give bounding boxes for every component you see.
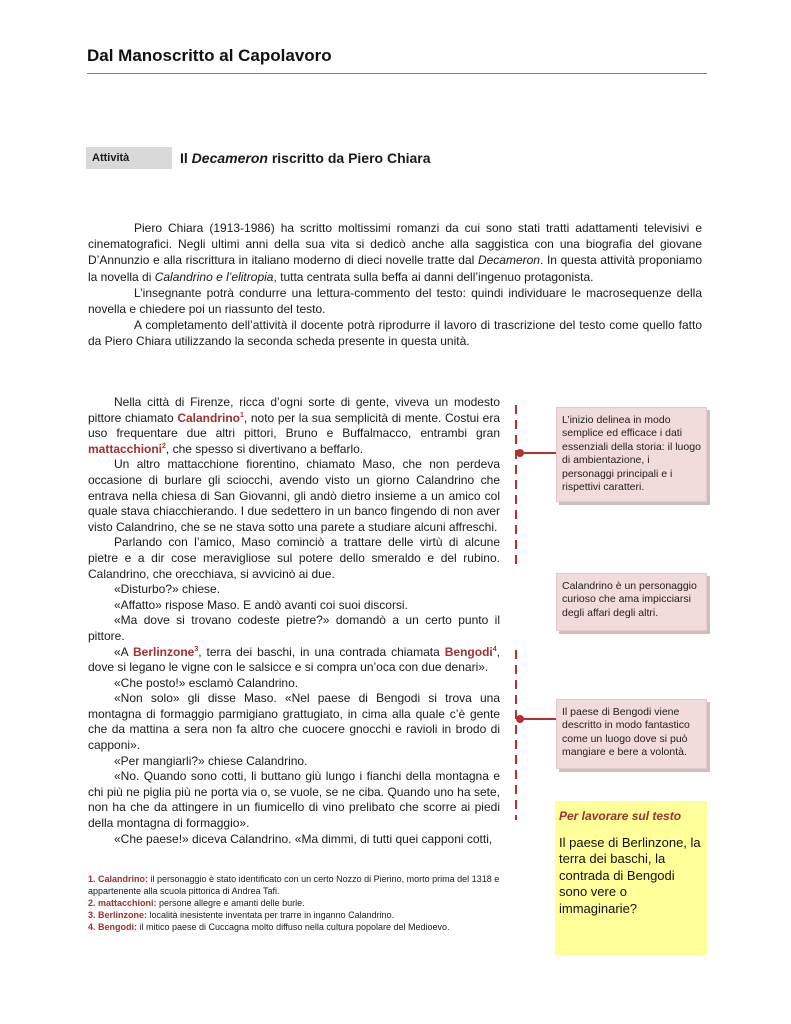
story-highlight-berlinzone: Berlinzone [132, 644, 195, 659]
story-paragraph: «Non solo» gli disse Maso. «Nel paese di Bengodi si trova una montagna di formaggio parmigiano grattugiato, in cima alla quale c’è gente che da mattina a sera non fa altro che cuocere gnocchi e ravioli in brodo di capponi». [88, 691, 500, 753]
story-paragraph [88, 645, 500, 676]
story-paragraph: «Che posto!» esclamò Calandrino. [114, 675, 299, 690]
footnote-item [88, 897, 508, 909]
margin-note-1: L’inizio delinea in modo semplice ed efficace i dati essenziali della storia: il luogo di ambientazione, i personaggi principali e i rispettivi caratteri. [556, 407, 707, 502]
margin-note-2: Calandrino è un personaggio curioso che ama impicciarsi degli affari degli altri. [556, 573, 707, 631]
footnote-text: il personaggio è stato identificato con un certo Nozzo di Pierino, morto prima del 1318 e appartenente alla scuola pittorica di Andrea Tafi. [88, 874, 500, 896]
footnote-ref-2: 2 [162, 442, 166, 450]
activity-title-prefix: Il [180, 150, 192, 166]
activity-title-suffix: riscritto da Piero Chiara [267, 150, 431, 166]
activity-tag: Attività [86, 147, 172, 169]
task-body: Il paese di Berlinzone, la terra dei baschi, la contrada di Bengodi sono vere o immaginarie? [559, 835, 701, 916]
story-paragraph: «No. Quando sono cotti, li buttano giù lungo i fianchi della montagna e chi più ne piglia più ne porta via o, se vuole, se ne ciba. Quando uno ha sete, non ha che da attingere in un fiumicello di vino prelibato che scorre ai piedi della montagna di formaggio». [88, 769, 500, 831]
intro-p1-a: Piero Chiara (1913-1986) ha scritto moltissimi romanzi da cui sono stati tratti adattamenti televisivi e cinematografici. Negli ultimi anni della sua vita si dedicò anche alla saggistica con una biografia del giovane D’Annunzio e alla riscrittura in italiano moderno di dieci novelle tratte dal [88, 221, 702, 268]
sequence-connector-1 [520, 452, 557, 454]
intro-paragraph-2 [88, 285, 702, 317]
intro-text [88, 220, 702, 350]
footnote-item [88, 873, 508, 897]
intro-p1-b: . In questa attività proponiamo la novella di [88, 253, 702, 284]
footnote-text: persone allegre e amanti delle burle. [156, 898, 305, 908]
intro-p1-italic-1: Decameron [477, 253, 540, 268]
story-paragraph [88, 395, 500, 457]
intro-p3: A completamento dell’attività il docente potrà riprodurre il lavoro di trascrizione del testo come quello fatto da Piero Chiara utilizzando la seconda scheda presente in questa unità. [88, 318, 702, 349]
activity-title [180, 150, 431, 166]
story-paragraph: Parlando con l’amico, Maso cominciò a trattare delle virtù di alcune pietre e a dir cose meravigliose sul potere dello smeraldo e del rubino. Calandrino, che orecchiava, si avvicinò ai due. [88, 535, 500, 581]
footnote-item [88, 921, 508, 933]
sequence-connector-2 [520, 718, 557, 720]
story-paragraph: «Che paese!» diceva Calandrino. «Ma dimmi, di tutti quei capponi cotti, [114, 831, 493, 846]
task-title: Per lavorare sul testo [559, 809, 682, 823]
footnote-label: 1. Calandrino: [88, 874, 149, 884]
story-p1-a: Nella città di Firenze, ricca d’ogni sorte di gente, viveva un modesto pittore chiamato [88, 395, 500, 425]
footnote-ref-4: 4 [492, 645, 497, 653]
page-title: Dal Manoscritto al Capolavoro [87, 46, 332, 65]
story-text [88, 395, 500, 847]
story-p1-b: , noto per la sua semplicità di mente. Costui era uso frequentare due altri pittori, Bruno e Buffalmacco, entrambi gran [88, 410, 500, 441]
footnote-ref-1: 1 [239, 411, 244, 419]
footnote-text: il mitico paese di Cuccagna molto diffuso nella cultura popolare del Medioevo. [137, 922, 450, 932]
margin-note-3: Il paese di Bengodi viene descritto in modo fantastico come un luogo dove si può mangiare e bere a volontà. [556, 699, 707, 769]
story-p7-a: «A [114, 644, 133, 659]
footnote-label: 3. Berlinzone: [88, 910, 148, 920]
title-divider [87, 73, 707, 74]
sequence-dot-2 [516, 715, 524, 723]
story-paragraph: Un altro mattacchione fiorentino, chiamato Maso, che non perdeva occasione di burlare gli sciocchi, avendo visto un giorno Calandrino che entrava nella chiesa di San Giovanni, gli andò dietro insieme a un amico col quale stava chiacchierando. I due sedettero in un banco fingendo di non aver visto Calandrino, che se ne stava sotto una parete a studiare alcuni affreschi. [88, 457, 500, 534]
story-paragraph: «Disturbo?» chiese. [114, 582, 221, 597]
sequence-marker-line-1 [515, 405, 517, 567]
footnote-ref-3: 3 [194, 645, 199, 653]
intro-paragraph-3 [88, 317, 702, 349]
story-highlight-mattacchioni: mattacchioni [88, 441, 163, 456]
story-highlight-bengodi: Bengodi [444, 644, 493, 659]
footnote-item [88, 909, 508, 921]
intro-p1-c: , tutta centrata sulla beffa ai danni dell’ingenuo protagonista. [273, 269, 594, 284]
story-p1-c: , che spesso si divertivano a beffarlo. [165, 441, 364, 456]
sequence-marker-line-2 [515, 650, 517, 820]
footnote-label: 4. Bengodi: [88, 922, 137, 932]
intro-p2: L’insegnante potrà condurre una lettura-commento del testo: quindi individuare le macrosequenze della novella e chiedere poi un riassunto del testo. [88, 285, 702, 317]
story-paragraph: «Ma dove si trovano codeste pietre?» domandò a un certo punto il pittore. [88, 613, 500, 643]
footnote-label: 2. mattacchioni: [88, 898, 157, 908]
footnotes [88, 873, 508, 933]
story-paragraph: «Affatto» rispose Maso. E andò avanti coi suoi discorsi. [114, 597, 408, 612]
sequence-dot-1 [516, 449, 524, 457]
task-box [555, 801, 707, 955]
footnote-text: località inesistente inventata per trarre in inganno Calandrino. [147, 910, 395, 920]
story-p7-c: , dove si legano le vigne con le salsicce e si compra un’oca con due denari». [88, 644, 500, 675]
activity-title-italic: Decameron [191, 150, 268, 166]
story-paragraph: «Per mangiarli?» chiese Calandrino. [114, 753, 308, 768]
story-p7-b: , terra dei baschi, in una contrada chiamata [198, 644, 445, 659]
intro-paragraph-1 [88, 220, 702, 285]
story-highlight-calandrino: Calandrino [177, 410, 240, 425]
intro-p1-italic-2: Calandrino e l’elitropia [154, 269, 274, 284]
